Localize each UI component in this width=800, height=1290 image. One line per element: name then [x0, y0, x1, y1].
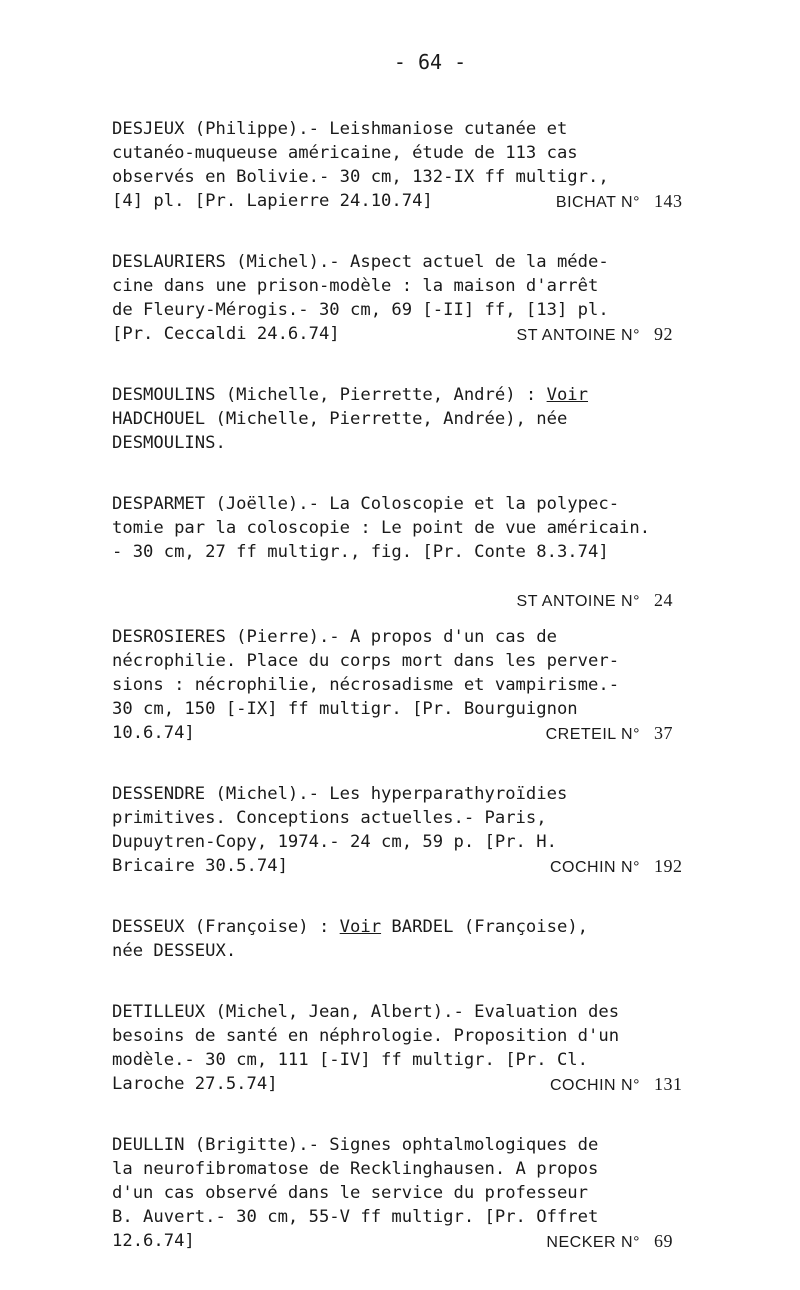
entry-line: Dupuytren-Copy, 1974.- 24 cm, 59 p. [Pr. H.: [112, 832, 557, 852]
entry-line: HADCHOUEL (Michelle, Pierrette, Andrée), née: [112, 409, 568, 429]
location-name: ST ANTOINE N°: [516, 593, 640, 610]
location-number: 37: [654, 723, 673, 743]
location-label: [550, 854, 692, 878]
entry-line: [4] pl. [Pr. Lapierre 24.10.74]: [112, 191, 433, 211]
entry-line: DESSEUX (Françoise) : Voir BARDEL (Françoise),: [112, 917, 589, 937]
entry-last-line: [112, 1229, 692, 1253]
entry-last-line: [112, 1072, 692, 1096]
entry-line: Bricaire 30.5.74]: [112, 856, 288, 876]
entry-line: DESMOULINS.: [112, 433, 226, 453]
location-name: NECKER N°: [546, 1234, 640, 1251]
bibliography-entry: [112, 915, 692, 963]
page-number: - 64 -: [393, 50, 467, 74]
location-label: [517, 322, 692, 346]
location-number: 92: [654, 324, 673, 344]
entry-line: cine dans une prison-modèle : la maison d'arrêt: [112, 276, 599, 296]
entry-line: besoins de santé en néphrologie. Proposition d'un: [112, 1026, 620, 1046]
location-number: 143: [654, 191, 683, 211]
entry-line: - 30 cm, 27 ff multigr., fig. [Pr. Conte 8.3.74]: [112, 542, 609, 562]
bibliography-entry: [112, 1133, 692, 1253]
entry-line: 30 cm, 150 [-IX] ff multigr. [Pr. Bourguignon: [112, 699, 578, 719]
voir-reference: Voir: [546, 385, 589, 405]
location-name: COCHIN N°: [549, 1077, 640, 1094]
entry-last-line: [112, 322, 692, 346]
bibliography-entry: [112, 782, 692, 878]
entry-line: B. Auvert.- 30 cm, 55-V ff multigr. [Pr. Offret: [112, 1207, 599, 1227]
entry-line: modèle.- 30 cm, 111 [-IV] ff multigr. [Pr. Cl.: [112, 1050, 588, 1070]
entry-line: sions : nécrophilie, nécrosadisme et vampirisme.-: [112, 675, 620, 695]
bibliography-entry: [112, 383, 692, 455]
entry-location-line: [112, 564, 692, 610]
location-number: 131: [654, 1074, 683, 1094]
entry-line: DESPARMET (Joëlle).- La Coloscopie et la polypec-: [112, 494, 620, 514]
entry-line: la neurofibromatose de Recklinghausen. A propos: [112, 1159, 599, 1179]
location-name: CRETEIL N°: [545, 726, 640, 743]
location-label: [556, 189, 692, 213]
entry-last-line: [112, 721, 692, 745]
entry-line: 10.6.74]: [112, 723, 195, 743]
entry-last-line: [112, 189, 692, 213]
entry-line: DETILLEUX (Michel, Jean, Albert).- Evaluation des: [112, 1002, 620, 1022]
location-name: BICHAT N°: [555, 194, 640, 211]
location-name: COCHIN N°: [549, 859, 640, 876]
entry-line: observés en Bolivie.- 30 cm, 132-IX ff multigr.,: [112, 167, 609, 187]
bibliography-entry: [112, 625, 692, 745]
location-label: [546, 1229, 692, 1253]
entry-line: DEULLIN (Brigitte).- Signes ophtalmologiques de: [112, 1135, 599, 1155]
entry-line: de Fleury-Mérogis.- 30 cm, 69 [-II] ff, [13] pl.: [112, 300, 609, 320]
location-label: [546, 721, 692, 745]
location-number: 24: [654, 590, 673, 610]
bibliography-entry: [112, 1000, 692, 1096]
entry-line: DESSENDRE (Michel).- Les hyperparathyroïdies: [112, 784, 568, 804]
location-label: [550, 1072, 692, 1096]
bibliography-entries: [112, 117, 692, 1290]
location-label: [516, 590, 692, 610]
entry-line: DESLAURIERS (Michel).- Aspect actuel de la méde-: [112, 252, 609, 272]
entry-line: tomie par la coloscopie : Le point de vue américain.: [112, 518, 651, 538]
entry-line: DESMOULINS (Michelle, Pierrette, André) : Voir: [112, 385, 589, 405]
bibliography-entry: [112, 492, 692, 610]
entry-line: primitives. Conceptions actuelles.- Paris,: [112, 808, 547, 828]
entry-line: Laroche 27.5.74]: [112, 1074, 278, 1094]
entry-line: cutanéo-muqueuse américaine, étude de 113 cas: [112, 143, 578, 163]
entry-line: DESJEUX (Philippe).- Leishmaniose cutanée et: [112, 119, 568, 139]
entry-line: nécrophilie. Place du corps mort dans les perver-: [112, 651, 620, 671]
entry-line: [Pr. Ceccaldi 24.6.74]: [112, 324, 340, 344]
bibliography-entry: [112, 117, 692, 213]
location-number: 192: [654, 856, 683, 876]
entry-line: DESROSIERES (Pierre).- A propos d'un cas de: [112, 627, 557, 647]
entry-line: d'un cas observé dans le service du professeur: [112, 1183, 588, 1203]
bibliography-entry: [112, 250, 692, 346]
entry-line: née DESSEUX.: [112, 941, 237, 961]
location-number: 69: [654, 1231, 673, 1251]
entry-last-line: [112, 854, 692, 878]
entry-line: 12.6.74]: [112, 1231, 195, 1251]
location-name: ST ANTOINE N°: [516, 327, 640, 344]
voir-reference: Voir: [339, 917, 382, 937]
